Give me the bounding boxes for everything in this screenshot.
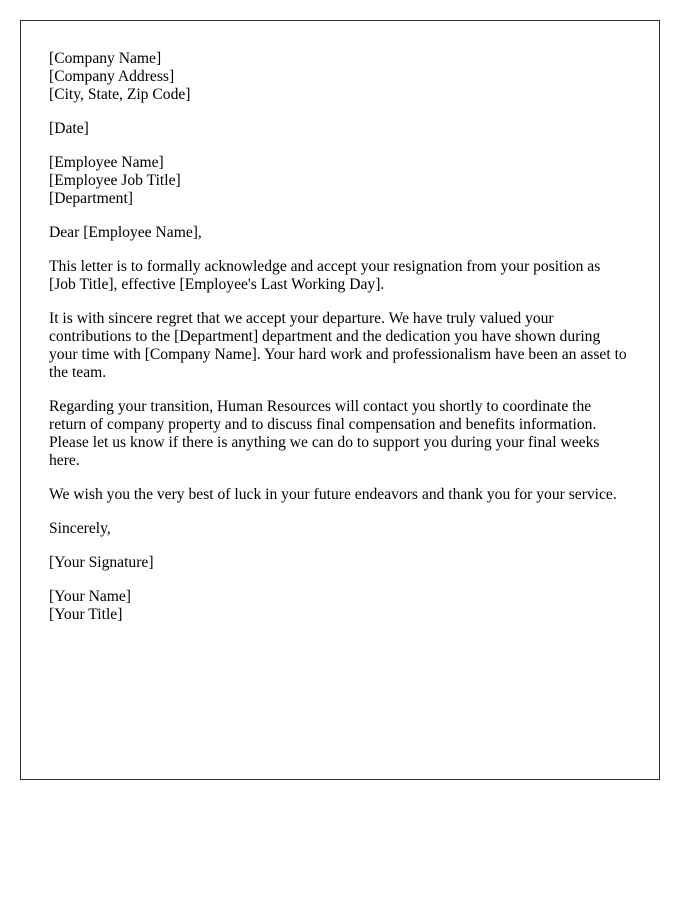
- city-state-zip: [City, State, Zip Code]: [49, 86, 191, 103]
- signer-block: [49, 588, 631, 624]
- signature-placeholder: [Your Signature]: [49, 554, 154, 571]
- company-name: [Company Name]: [49, 50, 162, 67]
- employee-name: [Employee Name]: [49, 154, 164, 171]
- employee-job-title: [Employee Job Title]: [49, 172, 181, 189]
- letter-date: [Date]: [49, 120, 89, 137]
- employee-department: [Department]: [49, 190, 133, 207]
- recipient-block: [49, 154, 631, 208]
- body-paragraph-regret: It is with sincere regret that we accept your departure. We have truly valued your contributions to the [Department] department and the dedication you have shown during your time with [Company Name]. Your hard work and professionalism have been an asset to the team.: [49, 310, 627, 381]
- body-paragraph-transition: Regarding your transition, Human Resources will contact you shortly to coordinate the return of company property and to discuss final compensation and benefits information. Please let us know if there is anything we can do to support you during your final weeks here.: [49, 398, 600, 469]
- sender-address-block: [49, 50, 631, 104]
- date-block: [49, 120, 631, 138]
- body-paragraph-acknowledgement: This letter is to formally acknowledge and accept your resignation from your position as [Job Title], effective [Employee's Last Working Day].: [49, 258, 601, 293]
- closing: Sincerely,: [49, 520, 111, 537]
- company-address: [Company Address]: [49, 68, 175, 85]
- salutation: Dear [Employee Name],: [49, 224, 202, 241]
- signer-name: [Your Name]: [49, 588, 132, 605]
- letter-page: [20, 20, 660, 780]
- body-paragraph-wishes: We wish you the very best of luck in your future endeavors and thank you for your service.: [49, 486, 617, 503]
- signer-title: [Your Title]: [49, 606, 123, 623]
